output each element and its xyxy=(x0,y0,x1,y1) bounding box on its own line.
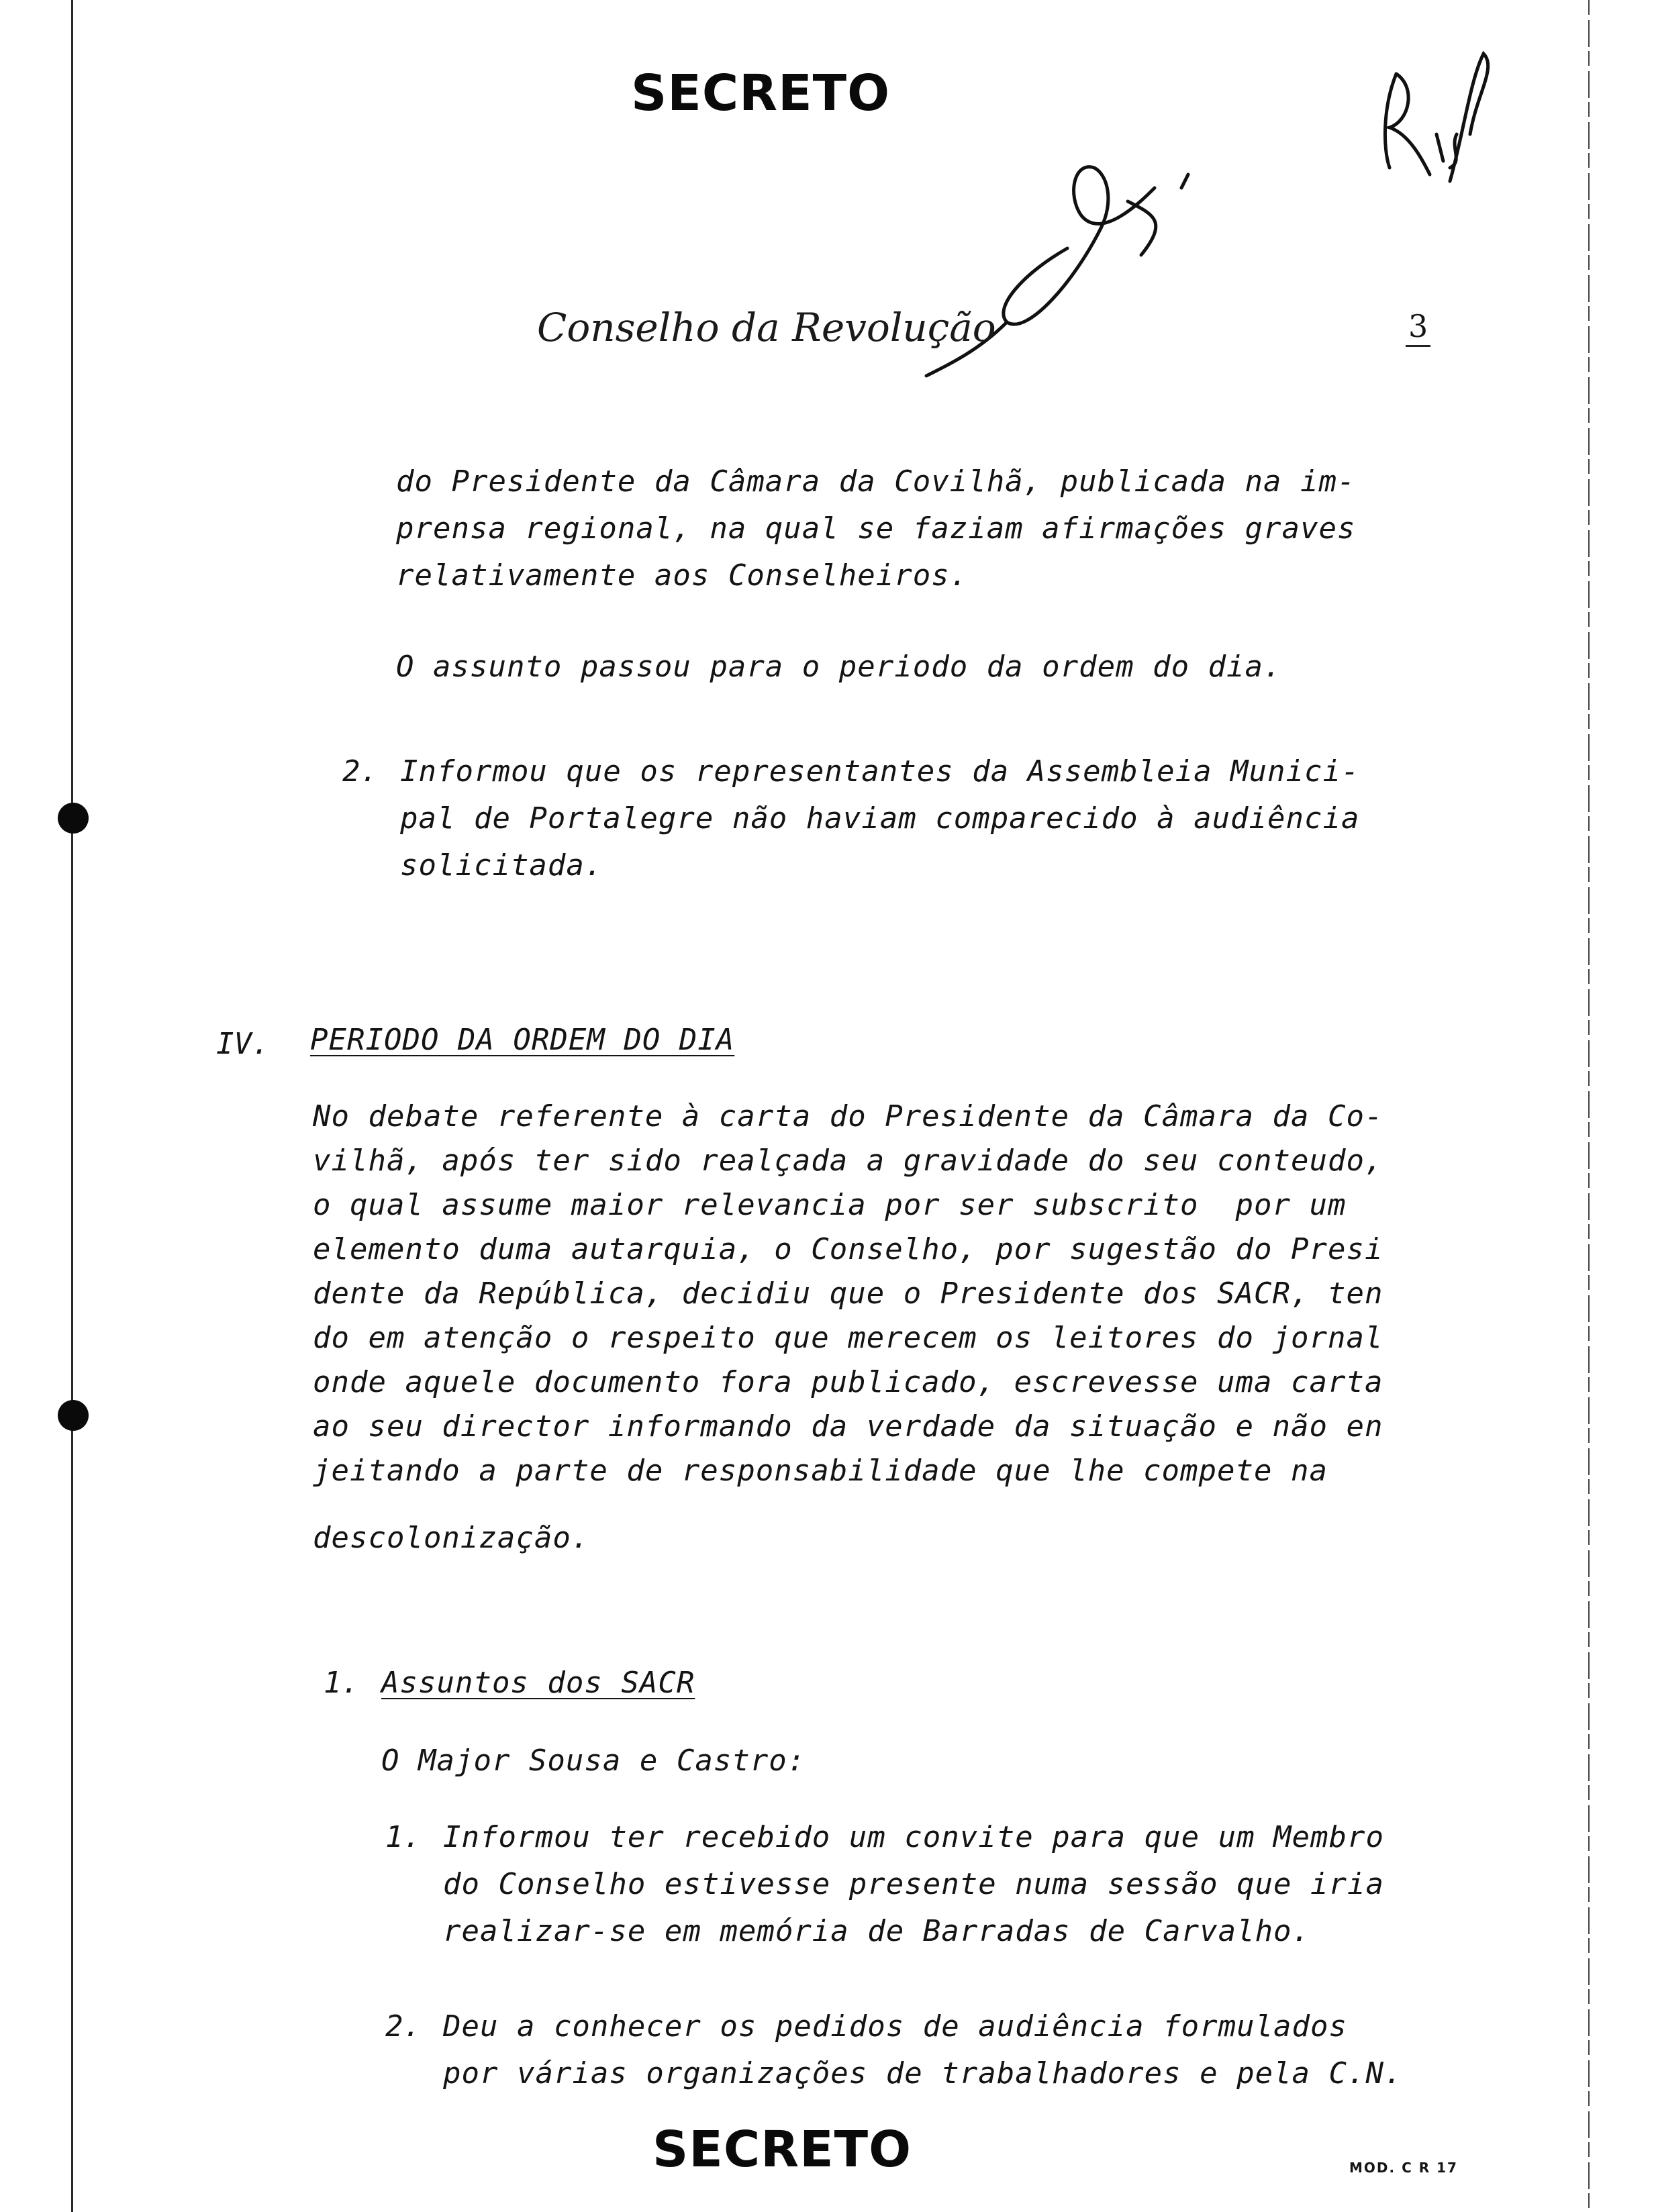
item-number: 2. xyxy=(342,754,378,789)
item-line: Informou que os representantes da Assembleia Munici- xyxy=(400,754,1360,789)
paragraph-line: o qual assume maior relevancia por ser subscrito por um xyxy=(313,1188,1347,1222)
continuation-line: prensa regional, na qual se faziam afirmações graves xyxy=(396,511,1356,546)
punch-hole xyxy=(58,1400,89,1431)
paragraph-line: jeitando a parte de responsabilidade que lhe compete na xyxy=(313,1454,1328,1488)
item-line: realizar-se em memória de Barradas de Carvalho. xyxy=(443,1914,1311,1948)
punch-hole xyxy=(58,803,89,834)
subsection-heading: Assuntos dos SACR xyxy=(381,1666,695,1700)
paragraph-line: elemento duma autarquia, o Conselho, por sugestão do Presi xyxy=(313,1232,1383,1266)
continuation-line: relativamente aos Conselheiros. xyxy=(396,558,969,593)
form-code: MOD. C R 17 xyxy=(1349,2160,1458,2176)
paragraph-line: No debate referente à carta do Presidente da Câmara da Co- xyxy=(313,1099,1383,1134)
letterhead-title: Conselho da Revolução xyxy=(537,305,996,350)
subsection-number: 1. xyxy=(324,1666,359,1700)
continuation-line: do Presidente da Câmara da Covilhã, publicada na im- xyxy=(396,464,1356,499)
paragraph-line: dente da República, decidiu que o Presidente dos SACR, ten xyxy=(313,1276,1383,1311)
item-number: 1. xyxy=(385,1820,421,1854)
item-line: Informou ter recebido um convite para que um Membro xyxy=(443,1820,1385,1854)
paragraph-line: vilhã, após ter sido realçada a gravidade do seu conteudo, xyxy=(313,1144,1383,1178)
agenda-note: O assunto passou para o periodo da ordem do dia. xyxy=(396,650,1282,684)
item-number: 2. xyxy=(385,2009,421,2044)
section-numeral: IV. xyxy=(216,1027,270,1061)
paragraph-line: do em atenção o respeito que merecem os leitores do jornal xyxy=(313,1321,1383,1355)
paragraph-line: onde aquele documento fora publicado, escrevesse uma carta xyxy=(313,1365,1383,1399)
reviewer-signature xyxy=(1385,54,1488,181)
right-edge-line xyxy=(1588,0,1590,2212)
item-line: pal de Portalegre não haviam comparecido à audiência xyxy=(400,801,1360,836)
paragraph-line: descolonização. xyxy=(313,1521,590,1555)
classification-stamp-top: SECRETO xyxy=(631,64,891,122)
item-line: por várias organizações de trabalhadores e pela C.N. xyxy=(443,2056,1403,2091)
page-number: 3 xyxy=(1406,307,1430,347)
speaker-line: O Major Sousa e Castro: xyxy=(381,1744,806,1778)
item-line: Deu a conhecer os pedidos de audiência formulados xyxy=(443,2009,1348,2044)
item-line: do Conselho estivesse presente numa sessão que iria xyxy=(443,1867,1385,1901)
classification-stamp-bottom: SECRETO xyxy=(652,2121,912,2178)
section-heading: PERIODO DA ORDEM DO DIA xyxy=(310,1023,735,1057)
item-line: solicitada. xyxy=(400,848,603,883)
paragraph-line: ao seu director informando da verdade da situação e não en xyxy=(313,1409,1383,1444)
binding-edge-line xyxy=(71,0,73,2212)
